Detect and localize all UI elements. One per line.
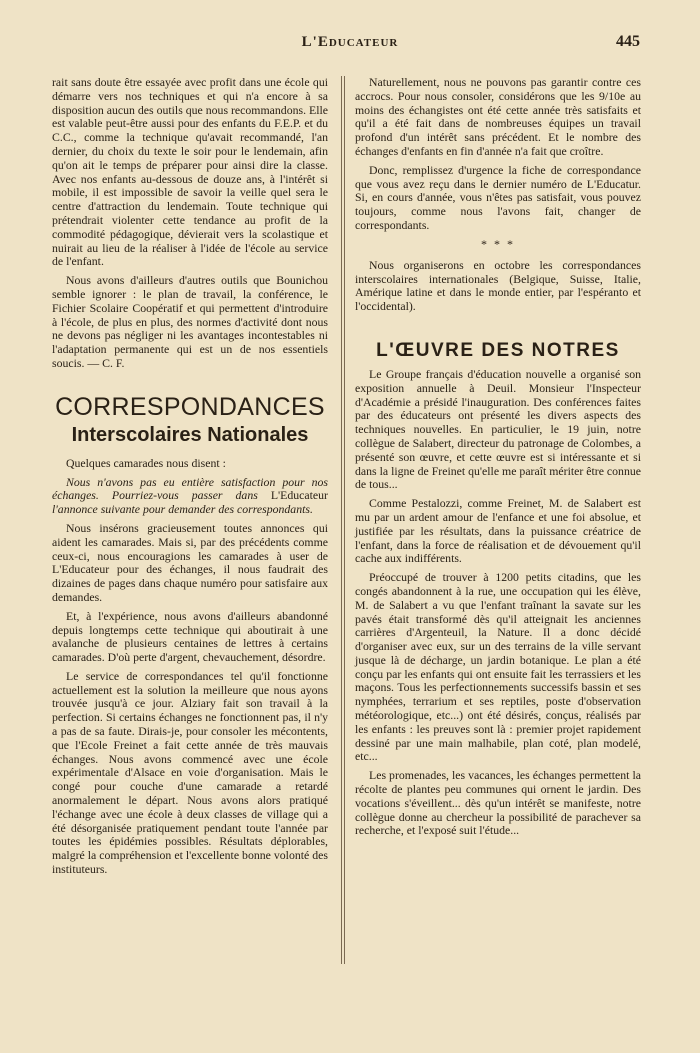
paragraph-continued: rait sans doute être essayée avec profit dans une école qui démarre vers nos techniques et qui n'a encore à sa disposition aucun des outils que nous recommandons. Elle est valable peut-être aussi pour des enfants du F.E.P. et du C.C., comme la technique qu'avait recommandé, l'an dernier, du choix du texte le soir pour le lendemain, afin qu'on ait le temps de préparer pour ainsi dire la classe. Avec nos enfants au-dessous de douze ans, à l'intérêt si mobile, il est impossible de savoir la veille quel sera le centre d'attraction du lendemain. Toute technique qui prétendrait violenter cette tendance au profit de la commodité pédagogique, dévierait vers la scolastique et nuirait au lieu de la réaliser à l'idée de l'école au service de l'enfant.: [52, 75, 328, 269]
asterism: * * *: [481, 236, 515, 251]
journal-title: L'Educateur: [301, 34, 399, 50]
column-divider-second-line: [344, 76, 345, 964]
quote-part-a: Nous n'avons pas eu entière satisfaction pour nos échanges. Pourriez-vous passer dans: [52, 474, 328, 503]
paragraph-experience: Et, à l'expérience, nous avons d'ailleurs abandonné depuis longtemps cette technique qui aboutirait à une avalanche de plusieurs centaines de lettres à certains camarades. D'où perte d'argent, chevauchement, désordre.: [52, 608, 328, 665]
paragraph-international: Nous organiserons en octobre les correspondances interscolaires internationales (Belgique, Suisse, Italie, Amérique latine et dans le monde entier, par l'espéranto et l'occidental).: [355, 257, 641, 314]
paragraph-groupe-francais: Le Groupe français d'éducation nouvelle a organisé son exposition annuelle à Deuil. Monsieur l'Inspecteur d'Académie a présidé l'inauguration. Des conférences faites par des éducateurs ont présenté les divers aspects des techniques nouvelles. En particulier, le 19 juin, notre collègue de Salabert, directeur du patronage de Colombes, a présenté son œuvre, et cette œuvre est si intéressante et si dans la ligne de Freinet qu'elle me paraît mériter être connue de tous...: [355, 366, 641, 492]
paragraph-pestalozzi: Comme Pestalozzi, comme Freinet, M. de Salabert est mu par un ardent amour de l'enfance et une foi absolue, et justifiée par les résultats, dans la puissance créatrice de l'enfant, dans la force de réalisation et de dévouement qu'il cache aux indifférents.: [355, 496, 641, 566]
paragraph-service: Le service de correspondances tel qu'il fonctionne actuellement est la solution la meilleure que nous ayons trouvée jusqu'à ce jour. Alziary fait son travail à la perfection. Si certains échanges ne fonctionnent pas, il n'y a pas de sa faute. Dirais-je, pour consoler les mécontents, que l'Ecole Freinet a fait cette année de très mauvais échanges. Nous avons commencé avec une école expérimentale d'Alsace en voie d'organisation. Mais le congé pour couche d'une camarade a retardé anormalement le départ. Nous avons alors pratiqué l'échange avec une école à deux classes de village qui a été désorganisée pratiquement pendant toute l'année par toutes les épidémies possibles. Résultats déplorables, malgré la compréhension et l'excellente bonne volonté des instituteurs.: [52, 668, 328, 877]
paragraph-greeting: Quelques camarades nous disent :: [66, 455, 226, 470]
right-column: [355, 76, 641, 843]
running-head: [0, 34, 700, 56]
paragraph-citadins: Préoccupé de trouver à 1200 petits citadins, que les congés abandonnent à la rue, une occupation qui les élève, M. de Salabert a vu que l'enfant traînant la savate sur les pavés était transformé dès qu'il atteignait les anciennes carrières d'Argenteuil, la Nature. Il a donc décidé d'organiser avec eux, sur un des terrains de la ville servant jusque là de décharge, un jardin botanique. Le plan a été conçu par les enfants qui ont ensuite fait les terrassiers et les maçons. Tous les perfectionnements successifs bassin et ses nymphées, terrarium et ses reptiles, poste d'observation météorologique, etc...) ont été désirés, conçus, réalisés par les enfants : les preuves sont là : premier projet rapidement dessiné par une main malhabile, plan coté, plan modelé, etc...: [355, 570, 641, 764]
quote-part-c: l'annonce suivante pour demander des correspondants.: [52, 502, 313, 517]
section-subheading-interscolaires: Interscolaires Nationales: [71, 423, 309, 446]
paragraph-naturally: Naturellement, nous ne pouvons pas garantir contre ces accrocs. Pour nous consoler, considérons que les 9/10e au moins des échangistes ont été cette année très satisfaits et qu'il a été fait dans de nombreuses équipes un travail profond d'un intérêt sans précédent. Et le nombre des échanges d'enfants en fin d'année n'a fait que croître.: [355, 75, 641, 158]
section-heading-correspondances: CORRESPONDANCES: [55, 392, 325, 421]
page-number: 445: [616, 33, 640, 50]
paragraph-fiche: Donc, remplissez d'urgence la fiche de correspondance que vous avez reçu dans le dernier numéro de L'Educatur. Si, en cours d'année, vous n'êtes pas satisfait, vous pouvez toujours, comme nous l'avons fait, changer de correspondants.: [355, 162, 641, 232]
section-heading-oeuvre: L'ŒUVRE DES NOTRES: [376, 339, 620, 361]
paragraph-promenades: Les promenades, les vacances, les échanges permettent la récolte de plantes peu communes qui ornent le jardin. Des vocations s'éveillent... dès qu'un intérêt se manifeste, notre collègue donne au chercheur la possibilité de parachever sa recherche, et l'exposé suit l'étude...: [355, 768, 641, 838]
column-divider: [341, 76, 342, 964]
paragraph-request-quote: [52, 476, 328, 517]
left-column: [52, 76, 328, 882]
paragraph-announcements: Nous insérons gracieusement toutes annonces qui aident les camarades. Mais si, par des précédents comme ceux-ci, nous encouragions les camarades à user de L'Educateur pour des échanges, il nous faudrait des dizaines de pages dans chaque numéro pour satisfaire aux demandes.: [52, 520, 328, 604]
quote-part-b: L'Educateur: [270, 488, 328, 503]
paragraph-other-tools: Nous avons d'ailleurs d'autres outils que Bounichou semble ignorer : le plan de travail, la conférence, le Fichier Scolaire Coopératif et qui permettent d'introduire à l'école, de plus en plus, des normes d'activité dont nous ne devons pas négliger ni les avantages incontestables ni l'adaptation permanente qui est un de nos essentiels soucis. — C. F.: [52, 273, 328, 370]
